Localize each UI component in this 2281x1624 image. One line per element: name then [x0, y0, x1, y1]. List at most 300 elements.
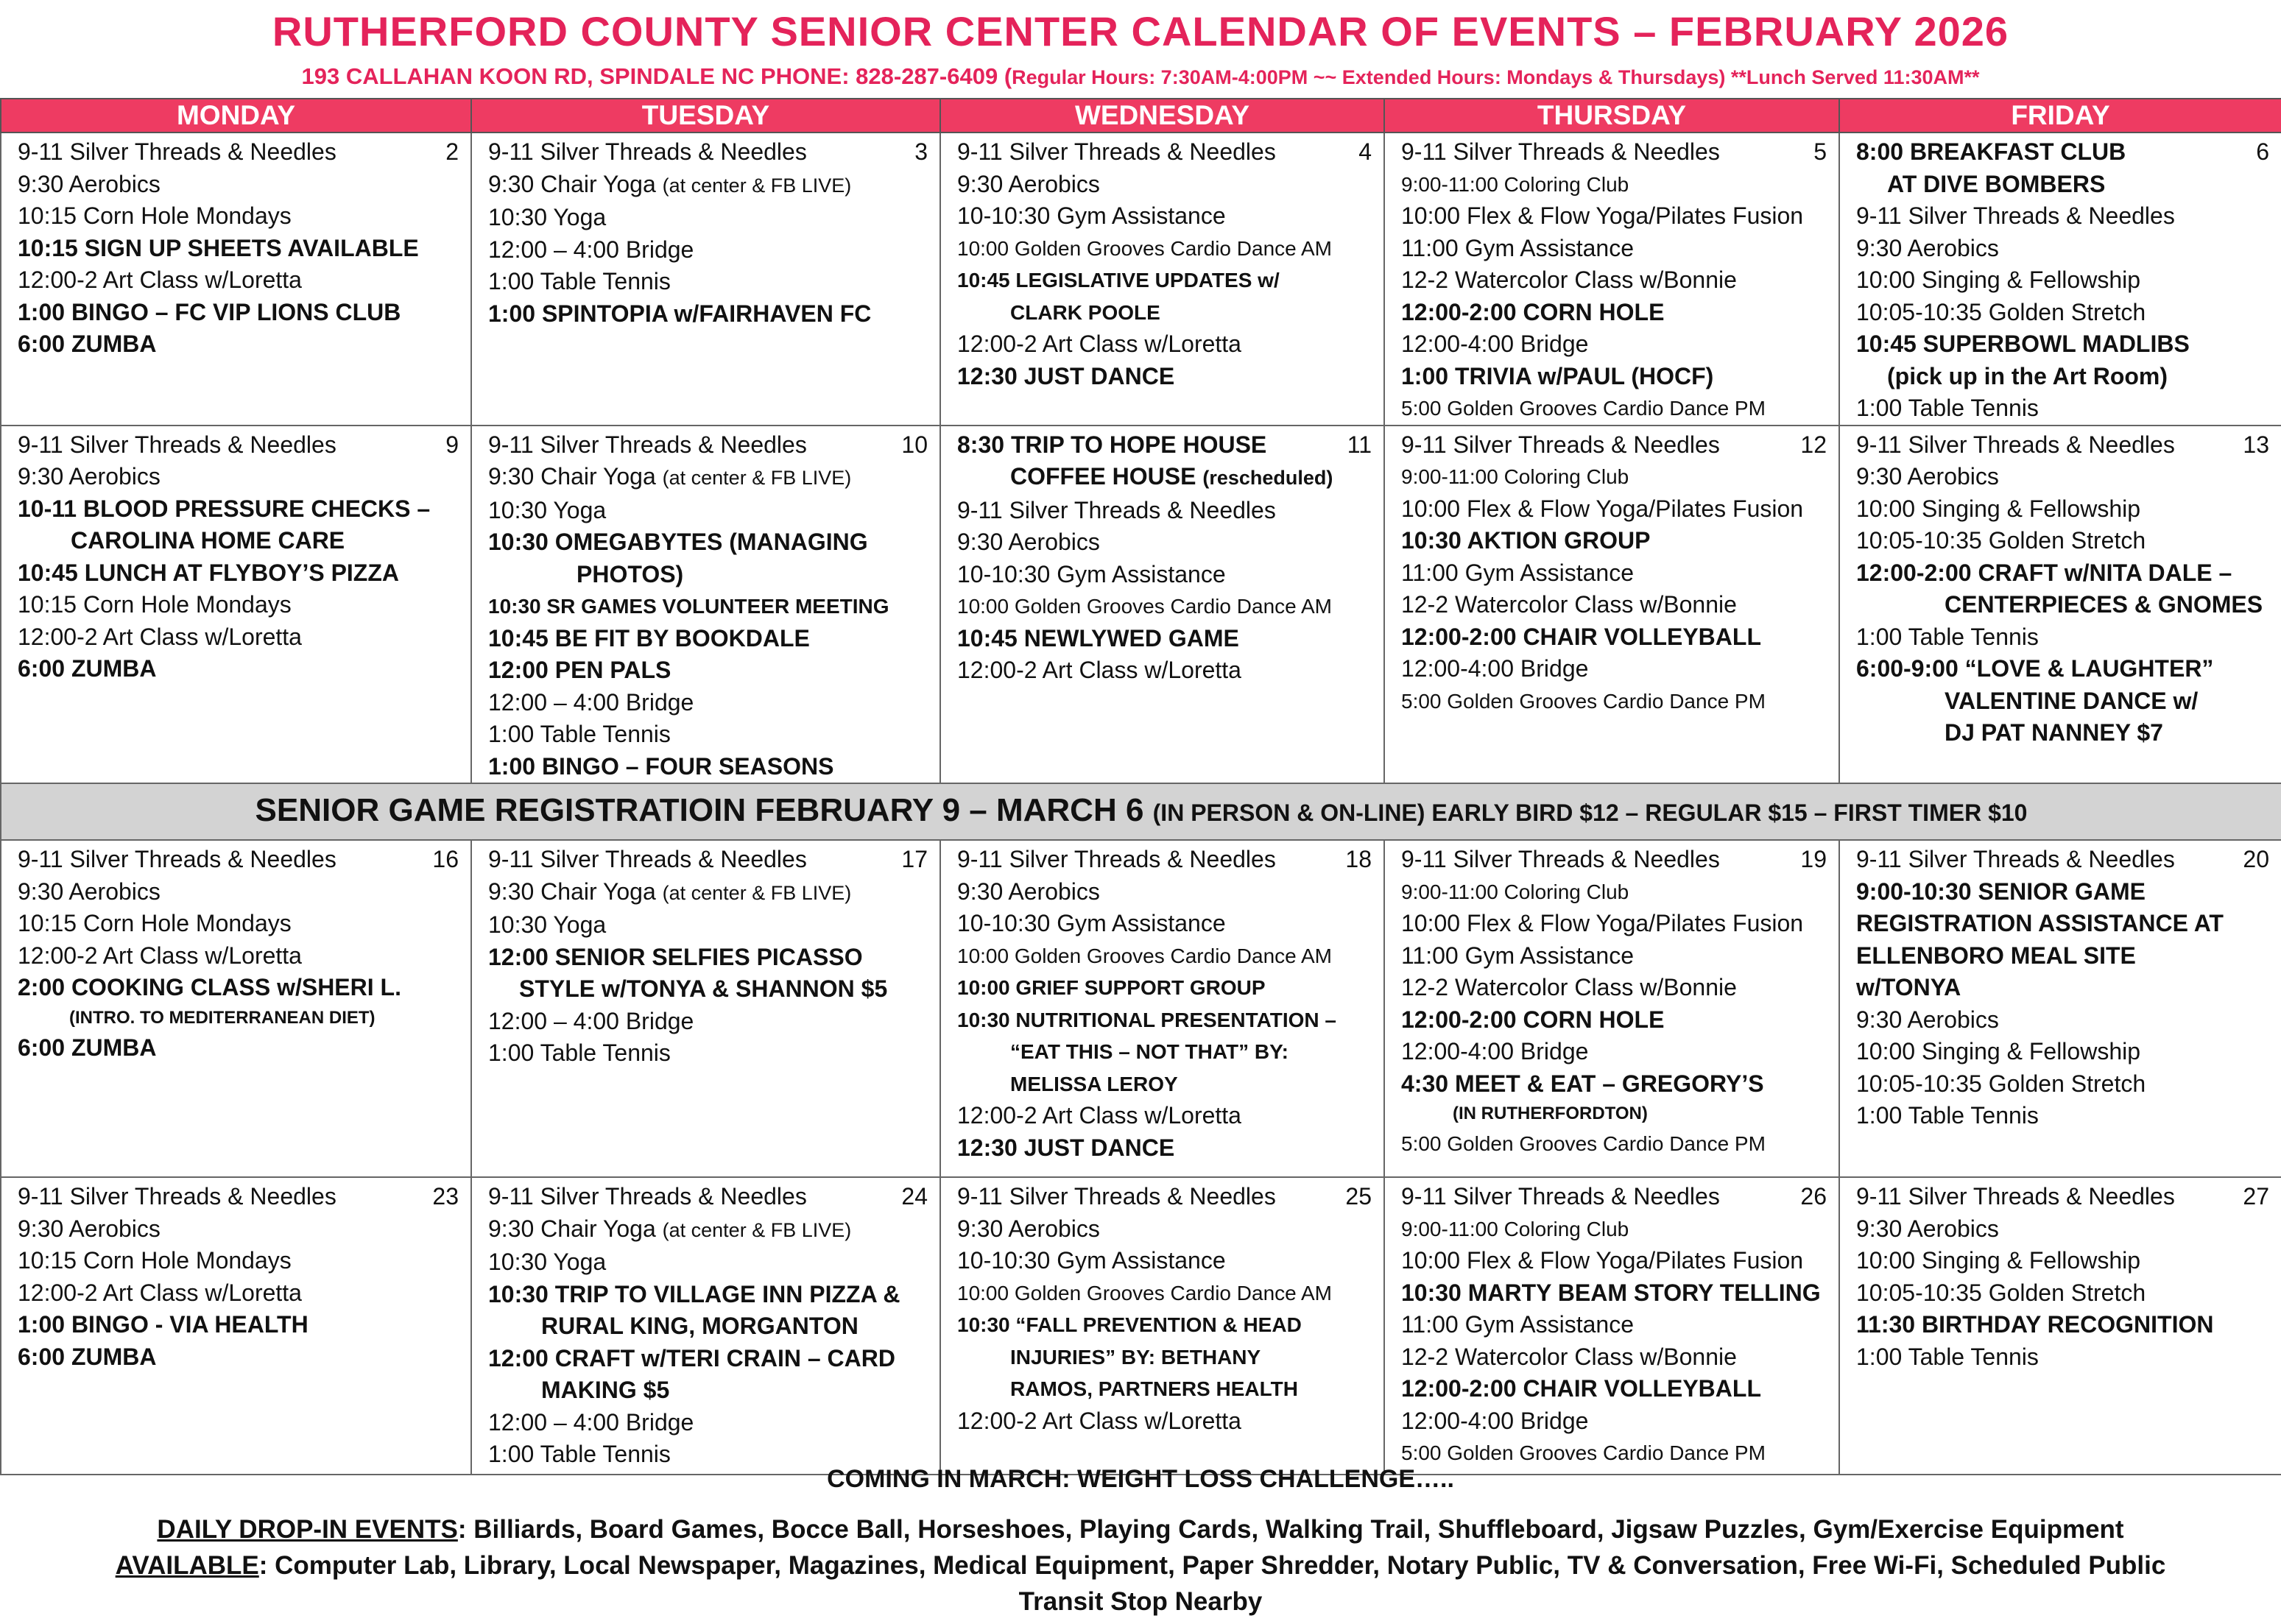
event-text: 12:30 JUST DANCE: [957, 362, 1175, 389]
event-item: [488, 876, 929, 910]
event-item: [488, 1310, 929, 1343]
event-text: 9-11 Silver Threads & Needles: [957, 138, 1276, 165]
drop-in-text: : Billiards, Board Games, Bocce Ball, Horseshoes, Playing Cards, Walking Trail, Shuffleboard, Jigsaw Puzzles, Gym/Exercise Equipment: [457, 1515, 2124, 1544]
event-item: [488, 1037, 929, 1070]
event-text: 9-11 Silver Threads & Needles: [957, 846, 1276, 872]
event-text: MAKING $5: [541, 1377, 670, 1403]
event-item: [957, 972, 1373, 1004]
event-text: 11:00 Gym Assistance: [1401, 942, 1634, 969]
day-number: 26: [1800, 1183, 1827, 1210]
day-number: 19: [1800, 846, 1827, 872]
event-text: 1:00 TRIVIA w/PAUL (HOCF): [1401, 362, 1714, 389]
event-item: [488, 942, 929, 974]
event-item: [1856, 717, 2271, 749]
event-text: 12:00 SENIOR SELFIES PICASSO: [488, 943, 863, 970]
event-text: 10:30 Yoga: [488, 496, 607, 523]
event-text: 9:30 Chair Yoga: [488, 878, 663, 905]
event-text: 12:00-2:00 CORN HOLE: [1401, 1006, 1665, 1033]
event-item: [1856, 525, 2271, 557]
event-item: [1401, 1405, 1828, 1438]
event-text: STYLE w/TONYA & SHANNON $5: [519, 975, 888, 1002]
event-item: [488, 169, 929, 202]
event-text: RURAL KING, MORGANTON: [541, 1313, 859, 1339]
event-item: [957, 297, 1373, 329]
event-item: [957, 559, 1373, 591]
event-item: [957, 940, 1373, 972]
event-text: 2:00 COOKING CLASS w/SHERI L.: [18, 974, 401, 1000]
day-cell: [1839, 133, 2281, 426]
event-item: [1401, 136, 1828, 169]
event-text: 12:00-4:00 Bridge: [1401, 1407, 1589, 1434]
event-text: 12:00-2:00 CRAFT w/NITA DALE –: [1856, 559, 2232, 586]
event-item: [18, 621, 460, 654]
day-cell: [471, 1177, 940, 1475]
event-text: 12:00 CRAFT w/TERI CRAIN – CARD: [488, 1344, 895, 1371]
address-line: [0, 63, 2281, 90]
event-text: 10:30 TRIP TO VILLAGE INN PIZZA &: [488, 1280, 900, 1307]
event-text: 9:30 Aerobics: [1856, 463, 1999, 490]
event-text: 12:00-4:00 Bridge: [1401, 1038, 1589, 1065]
event-text: 6:00 ZUMBA: [18, 331, 157, 357]
calendar-grid: [0, 98, 2281, 1475]
event-item: [488, 719, 929, 751]
day-number: 23: [432, 1183, 459, 1210]
event-text: 10:45 LUNCH AT FLYBOY’S PIZZA: [18, 559, 399, 586]
weekday-friday: FRIDAY: [1839, 99, 2281, 133]
event-item: [488, 654, 929, 687]
event-text: “EAT THIS – NOT THAT” BY:: [1010, 1040, 1288, 1063]
event-text: MELISSA LEROY: [1010, 1072, 1178, 1095]
event-text: 10-10:30 Gym Assistance: [957, 560, 1226, 587]
event-text: 9:30 Aerobics: [1856, 234, 1999, 261]
event-text: 9-11 Silver Threads & Needles: [488, 1183, 807, 1210]
event-text: 5:00 Golden Grooves Cardio Dance PM: [1401, 1441, 1766, 1464]
event-text: 5:00 Golden Grooves Cardio Dance PM: [1401, 397, 1766, 420]
event-text: 12:00 – 4:00 Bridge: [488, 1007, 694, 1034]
event-item: [1856, 493, 2271, 526]
event-item: [1401, 1128, 1828, 1160]
event-text: 10:30 SR GAMES VOLUNTEER MEETING: [488, 595, 889, 618]
drop-in-events: [0, 1511, 2281, 1620]
event-item: [1401, 1373, 1828, 1405]
event-item: [488, 495, 929, 527]
event-item: [488, 429, 929, 462]
event-item: [957, 1036, 1373, 1068]
event-item: [1856, 972, 2271, 1004]
event-item: [1856, 1245, 2271, 1277]
day-number: 20: [2243, 846, 2269, 872]
day-number: 17: [901, 846, 928, 872]
event-text: 12:00-2 Art Class w/Loretta: [957, 331, 1241, 357]
event-text: 12-2 Watercolor Class w/Bonnie: [1401, 1343, 1737, 1370]
event-item: [1401, 361, 1828, 393]
day-cell: [471, 840, 940, 1177]
event-text: 12-2 Watercolor Class w/Bonnie: [1401, 266, 1737, 293]
event-text: 9-11 Silver Threads & Needles: [1856, 431, 2175, 458]
week-row: [1, 426, 2281, 784]
event-text: 9-11 Silver Threads & Needles: [1856, 202, 2175, 229]
event-item: [488, 909, 929, 942]
event-text: 10:15 Corn Hole Mondays: [18, 591, 292, 618]
event-text: 10:30 “FALL PREVENTION & HEAD: [957, 1313, 1302, 1336]
event-item: [18, 1004, 460, 1032]
event-text: 9:30 Aerobics: [18, 1215, 161, 1242]
event-text: 9:30 Aerobics: [957, 529, 1100, 555]
event-text: INJURIES” BY: BETHANY: [1010, 1345, 1261, 1369]
event-item: [1401, 200, 1828, 233]
week-row: [1, 1177, 2281, 1475]
event-text: CLARK POOLE: [1010, 300, 1160, 324]
event-item: [488, 136, 929, 169]
senior-game-banner: [1, 783, 2281, 840]
event-text: 10:05-10:35 Golden Stretch: [1856, 298, 2146, 325]
event-item: [1401, 589, 1828, 621]
event-text: 9:30 Chair Yoga: [488, 1215, 663, 1242]
event-text: 9:00-11:00 Coloring Club: [1401, 880, 1629, 903]
event-item: [957, 1309, 1373, 1341]
event-item: [1401, 908, 1828, 940]
event-item: [1856, 1036, 2271, 1068]
day-cell: [1384, 426, 1839, 784]
event-item: [957, 1100, 1373, 1132]
event-text: 9:30 Aerobics: [18, 463, 161, 490]
event-text: 10:00 Flex & Flow Yoga/Pilates Fusion: [1401, 495, 1804, 522]
event-item: [18, 1245, 460, 1277]
day-number: 13: [2243, 431, 2269, 458]
event-text: 12:00 – 4:00 Bridge: [488, 1408, 694, 1436]
event-text: 9-11 Silver Threads & Needles: [18, 138, 336, 165]
weekday-wednesday: WEDNESDAY: [940, 99, 1384, 133]
event-text: CAROLINA HOME CARE: [71, 527, 345, 554]
day-cell: [1839, 840, 2281, 1177]
event-item: [1401, 429, 1828, 462]
day-number: 18: [1345, 846, 1372, 872]
event-text: 9-11 Silver Threads & Needles: [488, 431, 807, 458]
event-text: 10:30 Yoga: [488, 204, 607, 230]
event-text: 10:05-10:35 Golden Stretch: [1856, 527, 2146, 554]
event-text: 9:00-11:00 Coloring Club: [1401, 465, 1629, 488]
event-text: AT DIVE BOMBERS: [1887, 170, 2106, 197]
event-item: [488, 298, 929, 331]
event-item: [957, 1277, 1373, 1310]
event-item: [488, 1343, 929, 1375]
event-item: [1856, 685, 2271, 718]
event-item: [18, 169, 460, 201]
event-item: [957, 623, 1373, 655]
event-item: [1856, 264, 2271, 297]
event-item: [1856, 557, 2271, 590]
event-item: [1401, 972, 1828, 1004]
event-item: [957, 1213, 1373, 1246]
event-item: [488, 266, 929, 298]
event-text: 10:00 Golden Grooves Cardio Dance AM: [957, 944, 1332, 967]
hours-text: Regular Hours: 7:30AM-4:00PM ~~ Extended Hours: Mondays & Thursdays) **Lunch Served 11:30AM**: [1012, 66, 1980, 88]
event-text: 1:00 Table Tennis: [1856, 623, 2039, 650]
event-text: 10:00 Flex & Flow Yoga/Pilates Fusion: [1401, 202, 1804, 229]
event-text: 10:00 Singing & Fellowship: [1856, 495, 2141, 522]
event-item: [1856, 844, 2271, 876]
event-text: 1:00 Table Tennis: [488, 268, 671, 294]
event-text: 12:30 JUST DANCE: [957, 1134, 1175, 1161]
event-text: 1:00 BINGO – FC VIP LIONS CLUB: [18, 298, 401, 325]
event-item: [1401, 1036, 1828, 1068]
event-text: 9-11 Silver Threads & Needles: [18, 846, 336, 872]
event-text: 9-11 Silver Threads & Needles: [488, 846, 807, 872]
event-item: [957, 200, 1373, 233]
event-item: [488, 1246, 929, 1279]
event-item: [957, 169, 1373, 201]
available-text: : Computer Lab, Library, Local Newspaper, Magazines, Medical Equipment, Paper Shredder, Notary Public, TV & Conversation, Free Wi-Fi, Scheduled Public: [258, 1551, 2166, 1580]
event-item: [1856, 653, 2271, 685]
event-item: [957, 1405, 1373, 1438]
event-item: [18, 1277, 460, 1310]
event-item: [18, 1032, 460, 1065]
event-text: 10:45 SUPERBOWL MADLIBS: [1856, 331, 2190, 357]
event-item: [1856, 429, 2271, 462]
event-text: 10:45 BE FIT BY BOOKDALE: [488, 624, 810, 652]
event-item: [1856, 1100, 2271, 1132]
event-item: [1401, 264, 1828, 297]
event-text: 1:00 Table Tennis: [1856, 395, 2039, 421]
event-item: [488, 687, 929, 719]
event-item: [488, 526, 929, 559]
event-text: 10:00 Singing & Fellowship: [1856, 266, 2141, 293]
event-item: [1856, 169, 2271, 201]
event-item: [18, 233, 460, 265]
event-item: [1856, 297, 2271, 329]
event-text: 12:00-4:00 Bridge: [1401, 655, 1589, 682]
event-text: 12:00-2 Art Class w/Loretta: [957, 1407, 1241, 1434]
event-item: [1401, 1100, 1828, 1128]
event-item: [1856, 1213, 2271, 1246]
weekday-tuesday: TUESDAY: [471, 99, 940, 133]
event-item: [1856, 1068, 2271, 1101]
event-item: [1401, 557, 1828, 590]
event-text: 1:00 Table Tennis: [488, 1441, 671, 1467]
event-text: 10:00 Singing & Fellowship: [1856, 1038, 2141, 1065]
event-item: [957, 495, 1373, 527]
event-item: [18, 493, 460, 526]
event-item: [18, 200, 460, 233]
drop-in-label: DAILY DROP-IN EVENTS: [157, 1515, 458, 1544]
event-text: 9-11 Silver Threads & Needles: [1401, 846, 1720, 872]
weekday-header-row: [1, 99, 2281, 133]
event-text: ELLENBORO MEAL SITE: [1856, 942, 2136, 969]
event-item: [18, 525, 460, 557]
day-number: 2: [445, 138, 459, 165]
event-item: [957, 264, 1373, 297]
event-item: [18, 1213, 460, 1246]
event-item: [1401, 1437, 1828, 1469]
event-text: 10-10:30 Gym Assistance: [957, 202, 1226, 229]
day-cell: [1, 1177, 471, 1475]
event-item: [18, 1309, 460, 1341]
event-text: 12:00-2 Art Class w/Loretta: [957, 1102, 1241, 1129]
event-text: 10:15 Corn Hole Mondays: [18, 202, 292, 229]
event-text: 12:00-4:00 Bridge: [1401, 331, 1589, 357]
event-item: [488, 973, 929, 1006]
event-text: 9-11 Silver Threads & Needles: [1401, 138, 1720, 165]
event-item: [1401, 525, 1828, 557]
event-text: 9-11 Silver Threads & Needles: [18, 431, 336, 458]
event-text: 10:00 Golden Grooves Cardio Dance AM: [957, 1281, 1332, 1305]
event-text: COFFEE HOUSE: [1010, 463, 1203, 490]
event-item: [957, 136, 1373, 169]
event-text: 11:00 Gym Assistance: [1401, 234, 1634, 261]
event-text: 10:30 MARTY BEAM STORY TELLING: [1401, 1279, 1821, 1306]
event-item: [1401, 392, 1828, 425]
day-number: 6: [2256, 138, 2269, 165]
event-text: 1:00 Table Tennis: [1856, 1102, 2039, 1129]
event-text: 9:30 Aerobics: [957, 1215, 1100, 1242]
event-text: 1:00 Table Tennis: [488, 721, 671, 747]
event-text: 12:00-2:00 CHAIR VOLLEYBALL: [1401, 623, 1761, 650]
event-item: [1401, 328, 1828, 361]
event-item: [488, 202, 929, 234]
event-text: 10:05-10:35 Golden Stretch: [1856, 1070, 2146, 1097]
event-item: [1401, 1277, 1828, 1310]
event-text: 9:30 Chair Yoga: [488, 463, 663, 490]
event-item: [488, 590, 929, 623]
senior-game-banner-row: [1, 783, 2281, 840]
day-cell: [1839, 426, 2281, 784]
day-number: 5: [1813, 138, 1827, 165]
event-text: 9:30 Chair Yoga: [488, 170, 663, 197]
day-number: 9: [445, 431, 459, 458]
event-text: DJ PAT NANNEY $7: [1945, 719, 2163, 746]
event-item: [1856, 1181, 2271, 1213]
event-text: 4:30 MEET & EAT – GREGORY’S: [1401, 1070, 1764, 1097]
event-text: 10:00 GRIEF SUPPORT GROUP: [957, 976, 1266, 999]
event-item: [1401, 940, 1828, 972]
calendar-title: RUTHERFORD COUNTY SENIOR CENTER CALENDAR OF EVENTS – FEBRUARY 2026: [272, 8, 2009, 54]
event-item: [1856, 621, 2271, 654]
event-text: 9:30 Aerobics: [18, 170, 161, 197]
event-item: [1856, 1309, 2271, 1341]
event-item: [18, 264, 460, 297]
day-number: 12: [1800, 431, 1827, 458]
event-item: [1401, 653, 1828, 685]
event-text: 9-11 Silver Threads & Needles: [1401, 431, 1720, 458]
event-item: [1856, 200, 2271, 233]
event-item: [1401, 1068, 1828, 1101]
drop-in-line: [0, 1511, 2281, 1547]
event-text: 10:15 Corn Hole Mondays: [18, 1247, 292, 1274]
event-text: 9-11 Silver Threads & Needles: [1856, 1183, 2175, 1210]
event-item: [1401, 621, 1828, 654]
event-text: 9-11 Silver Threads & Needles: [18, 1183, 336, 1210]
event-item: [957, 844, 1373, 876]
event-text: 8:00 BREAKFAST CLUB: [1856, 138, 2126, 165]
event-item: [18, 908, 460, 940]
day-cell: [940, 840, 1384, 1177]
day-number: 27: [2243, 1183, 2269, 1210]
event-item: [18, 429, 460, 462]
event-text: 12:00-2 Art Class w/Loretta: [18, 266, 302, 293]
event-text: 1:00 BINGO - VIA HEALTH: [18, 1311, 309, 1338]
event-item: [1856, 328, 2271, 361]
event-item: [488, 1407, 929, 1439]
day-cell: [1839, 1177, 2281, 1475]
event-text: 12:00 – 4:00 Bridge: [488, 688, 694, 716]
event-note: (at center & FB LIVE): [662, 881, 852, 904]
event-text: 10:00 Golden Grooves Cardio Dance AM: [957, 595, 1332, 618]
event-item: [957, 1132, 1373, 1165]
event-text: 10:30 AKTION GROUP: [1401, 527, 1651, 554]
event-text: (IN RUTHERFORDTON): [1453, 1104, 1648, 1123]
event-item: [18, 589, 460, 621]
available-label: AVAILABLE: [115, 1551, 259, 1580]
day-number: 25: [1345, 1183, 1372, 1210]
event-text: 6:00 ZUMBA: [18, 655, 157, 682]
event-item: [1401, 1245, 1828, 1277]
event-item: [1401, 493, 1828, 526]
day-cell: [1384, 133, 1839, 426]
event-text: 12:00-2 Art Class w/Loretta: [18, 942, 302, 969]
event-item: [1856, 233, 2271, 265]
event-text: 10:00 Singing & Fellowship: [1856, 1247, 2141, 1274]
event-item: [1856, 1341, 2271, 1374]
event-item: [18, 557, 460, 590]
event-text: 9:30 Aerobics: [1856, 1215, 1999, 1242]
event-text: w/TONYA: [1856, 974, 1961, 1000]
event-item: [488, 1213, 929, 1247]
event-item: [18, 653, 460, 685]
event-text: 9-11 Silver Threads & Needles: [957, 1183, 1276, 1210]
event-item: [1401, 169, 1828, 201]
event-note: (at center & FB LIVE): [662, 1218, 852, 1241]
event-text: 9:30 Aerobics: [957, 170, 1100, 197]
event-item: [1856, 1277, 2271, 1310]
event-item: [957, 328, 1373, 361]
event-item: [1856, 1004, 2271, 1037]
day-cell: [471, 133, 940, 426]
event-text: CENTERPIECES & GNOMES: [1945, 591, 2263, 618]
event-text: 1:00 Table Tennis: [1856, 1343, 2039, 1370]
event-text: 9-11 Silver Threads & Needles: [488, 138, 807, 165]
day-cell: [1, 133, 471, 426]
event-item: [1856, 589, 2271, 621]
day-cell: [940, 1177, 1384, 1475]
event-text: 10:05-10:35 Golden Stretch: [1856, 1279, 2146, 1306]
event-item: [488, 461, 929, 495]
day-cell: [1, 426, 471, 784]
event-item: [18, 297, 460, 329]
event-item: [488, 623, 929, 655]
day-cell: [1384, 840, 1839, 1177]
event-item: [18, 1341, 460, 1374]
event-text: 8:30 TRIP TO HOPE HOUSE: [957, 431, 1267, 458]
day-cell: [940, 426, 1384, 784]
event-item: [488, 1374, 929, 1407]
event-text: 10:45 NEWLYWED GAME: [957, 624, 1239, 652]
day-number: 3: [914, 138, 928, 165]
event-text: 10-11 BLOOD PRESSURE CHECKS –: [18, 495, 431, 522]
event-item: [957, 1068, 1373, 1101]
event-item: [957, 1245, 1373, 1277]
coming-in-march: COMING IN MARCH: WEIGHT LOSS CHALLENGE…..: [827, 1465, 1454, 1493]
event-text: 10:00 Flex & Flow Yoga/Pilates Fusion: [1401, 1247, 1804, 1274]
event-text: 1:00 SPINTOPIA w/FAIRHAVEN FC: [488, 300, 872, 327]
event-text: 10:30 Yoga: [488, 911, 607, 938]
event-text: 12:00 – 4:00 Bridge: [488, 236, 694, 263]
event-item: [1401, 1309, 1828, 1341]
event-item: [18, 844, 460, 876]
event-text: 10:30 NUTRITIONAL PRESENTATION –: [957, 1008, 1336, 1031]
event-text: 10:00 Flex & Flow Yoga/Pilates Fusion: [1401, 910, 1804, 936]
event-item: [488, 234, 929, 266]
event-item: [957, 526, 1373, 559]
